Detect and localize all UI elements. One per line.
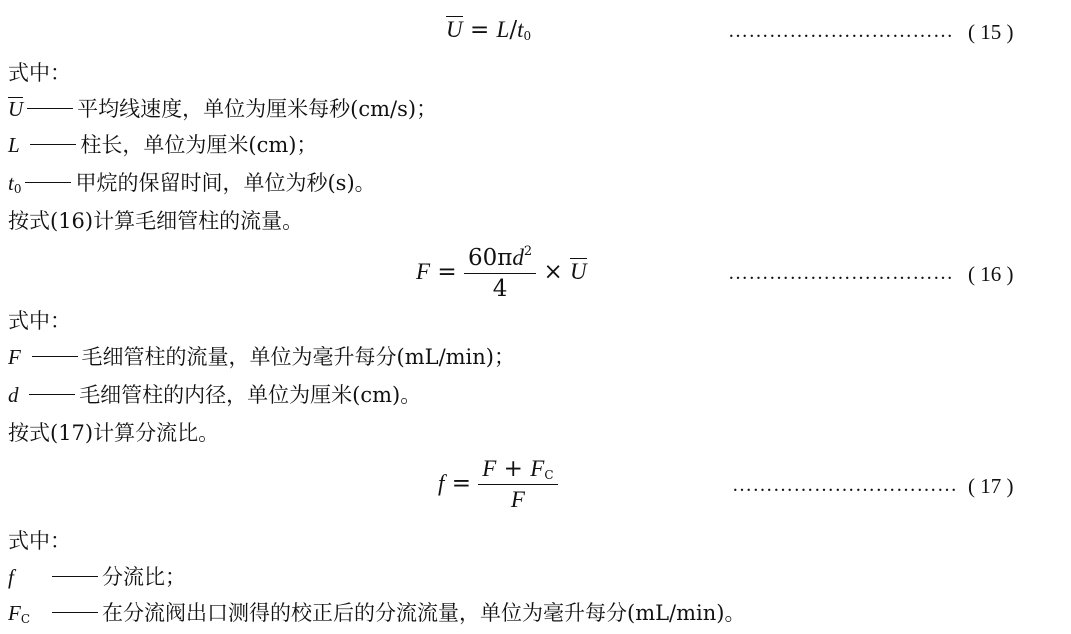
def-symbol: F [8,345,21,369]
eq17-fraction [478,456,557,513]
eq15-equals: = [469,17,497,43]
def-symbol: d [8,383,19,407]
eq16-equals: = [437,259,464,285]
eq15-L: L [496,17,510,42]
def-symbol: L [8,133,20,157]
eq16-num-var: d [512,245,524,270]
eq17-numerator [478,456,557,485]
def-symbol-sub: C [20,612,31,626]
eq15-number: ( 15 ) [968,20,1014,44]
em-dash [52,576,98,577]
equation-17 [438,456,558,513]
eq16-denominator: 4 [492,276,508,302]
def-symbol: U [8,97,24,121]
def-symbol-wrap [8,600,48,632]
intro-17: 按式(17)计算分流比。 [8,421,220,445]
def-symbol: f [8,565,14,589]
eq15-t: t [517,17,524,42]
em-dash [32,356,78,357]
def17-FC [8,600,745,632]
eq16-rhs-ubar: U [570,259,587,284]
eq15-slash: / [509,17,518,43]
def-desc: 柱长，单位为厘米(cm)； [80,133,318,157]
def-desc: 毛细管柱的流量，单位为毫升每分(mL/min)； [81,345,515,369]
eq16-num-coef: 60π [467,245,513,271]
eq17-denominator: F [510,487,525,512]
equation-15 [446,16,531,43]
em-dash [25,182,71,183]
eq17-num-F: F [482,456,497,481]
eq16-numerator [464,244,536,274]
em-dash [52,612,98,613]
def-symbol: F [8,601,21,625]
def-symbol-sub: 0 [13,182,22,196]
eq15-dots: …………………………… [728,20,954,42]
def16-F [8,344,515,370]
eq16-number: ( 16 ) [968,262,1014,286]
def-desc: 分流比； [102,565,186,589]
eq17-num-FC-sub: C [544,468,554,482]
where-label-17: 式中： [8,529,71,553]
def16-d [8,382,421,408]
eq17-dots: …………………………… [732,474,958,496]
eq17-lhs: f [438,470,445,496]
def-desc: 毛细管柱的内径，单位为厘米(cm)。 [79,383,422,407]
def15-ubar [8,96,437,122]
eq17-num-plus: + [503,456,523,482]
def-desc: 甲烷的保留时间，单位为秒(s)。 [75,171,376,195]
def15-t0 [8,170,376,202]
eq16-fraction [464,244,536,302]
where-label-16: 式中： [8,309,71,333]
eq17-number: ( 17 ) [968,474,1014,498]
eq17-num-FC: F [530,456,545,481]
em-dash [29,394,75,395]
em-dash [27,108,73,109]
em-dash [30,144,76,145]
def-desc: 平均线速度，单位为厘米每秒(cm/s)； [77,97,438,121]
eq16-dots: …………………………… [728,262,954,284]
equation-16 [416,244,587,302]
intro-16: 按式(16)计算毛细管柱的流量。 [8,209,304,233]
eq15-lhs-ubar: U [446,17,463,42]
eq16-lhs: F [416,259,431,284]
where-label-15: 式中： [8,61,71,85]
eq16-num-exp: 2 [523,244,533,259]
def15-L [8,132,317,158]
eq17-equals: = [451,470,479,497]
eq16-times: × [543,259,563,285]
eq15-t-sub: 0 [523,29,532,43]
def-desc: 在分流阀出口测得的校正后的分流流量，单位为毫升每分(mL/min)。 [102,601,746,625]
def-symbol: t [8,171,14,195]
def17-f [8,564,186,590]
